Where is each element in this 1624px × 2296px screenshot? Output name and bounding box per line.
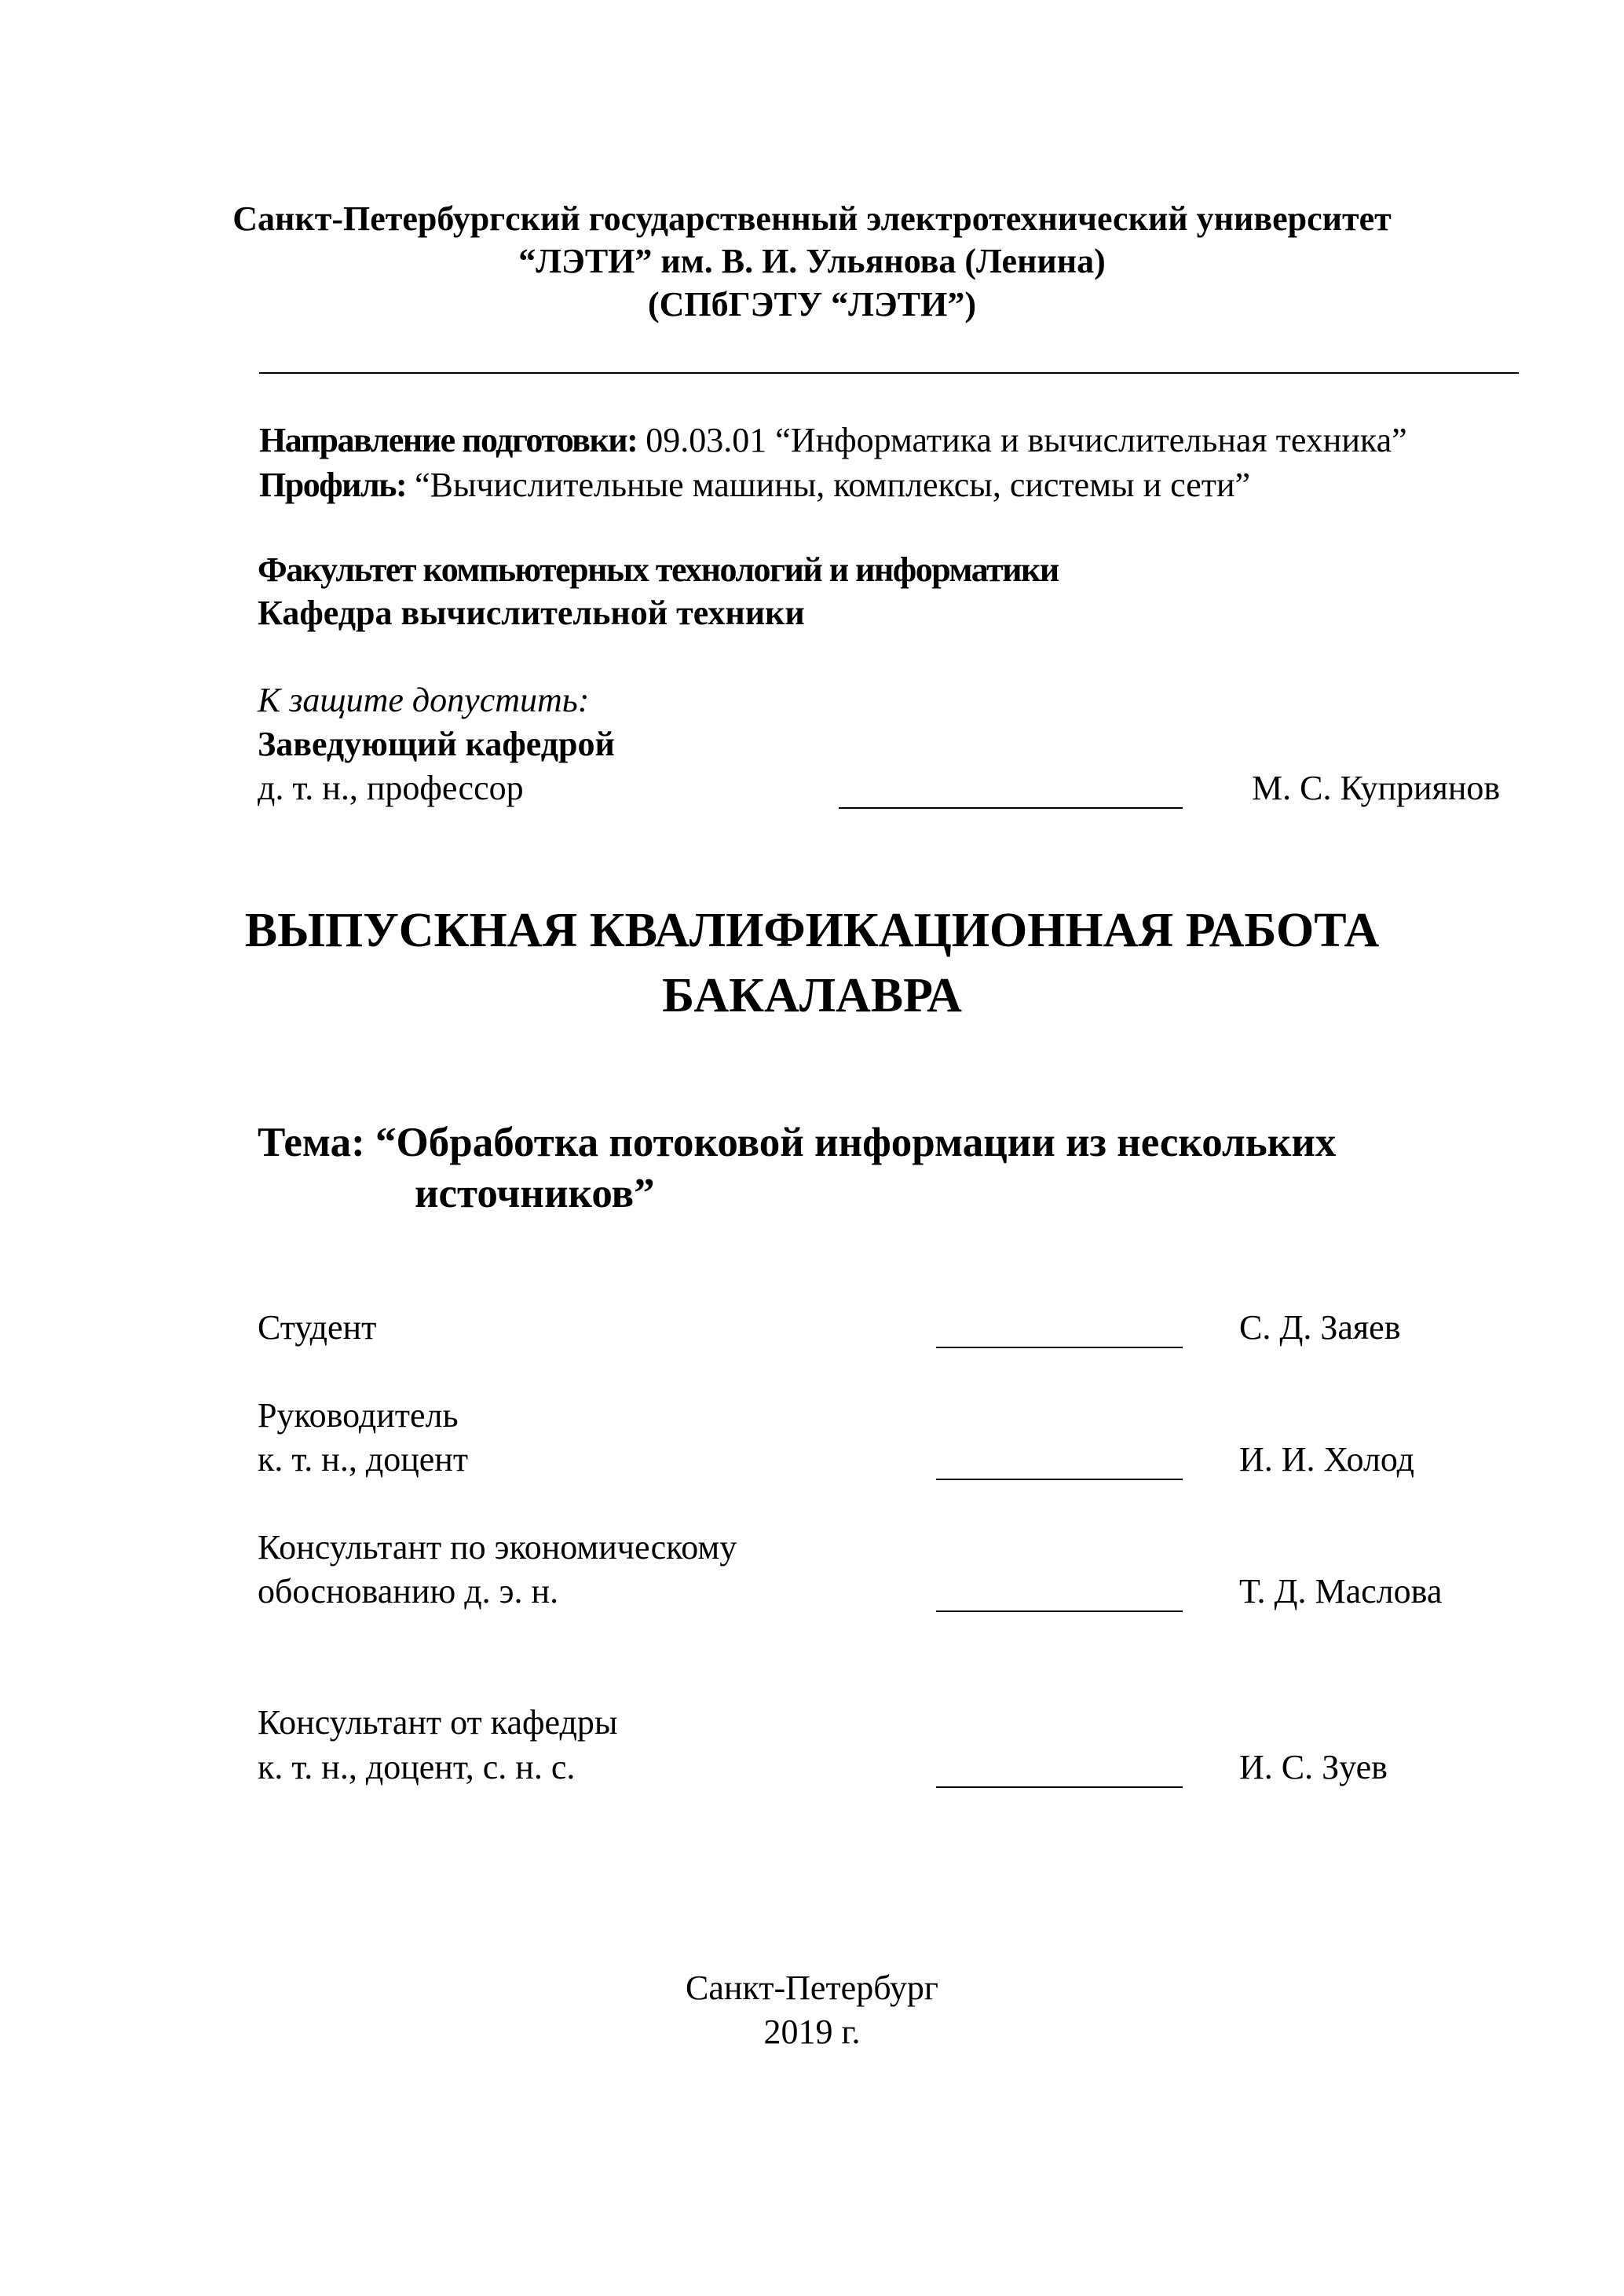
year: 2019 г. <box>763 2013 861 2051</box>
head-of-department-degree: д. т. н., профессор <box>258 769 524 807</box>
admit-text: К защите допустить: <box>258 681 590 719</box>
city: Санкт-Петербург <box>686 1969 938 2007</box>
profile-label: Профиль: <box>259 466 407 504</box>
work-topic-line1: Тема: “Обработка потоковой информации из нескольких <box>258 1120 1337 1165</box>
econ-consultant-name: Т. Д. Маслова <box>1239 1572 1443 1610</box>
work-topic-line2: источников” <box>415 1171 655 1216</box>
supervisor-name: И. И. Холод <box>1239 1440 1415 1479</box>
student-name: С. Д. Заяев <box>1239 1308 1401 1347</box>
student-role: Студент <box>258 1308 377 1347</box>
direction-value: 09.03.01 “Информатика и вычислительная техника” <box>637 421 1407 459</box>
work-title-line1: ВЫПУСКНАЯ КВАЛИФИКАЦИОННАЯ РАБОТА <box>244 904 1380 957</box>
dept-consultant-degree: к. т. н., доцент, с. н. с. <box>258 1748 576 1786</box>
head-of-department-name: М. С. Куприянов <box>1252 769 1501 807</box>
dept-consultant-role: Консультант от кафедры <box>258 1703 618 1742</box>
work-title-line2: БАКАЛАВРА <box>662 969 962 1022</box>
profile-value: “Вычислительные машины, комплексы, системы и сети” <box>406 466 1251 504</box>
department-name: Кафедра вычислительной техники <box>258 594 805 632</box>
dept-consultant-name: И. С. Зуев <box>1239 1748 1388 1786</box>
dept-consultant-signature-line <box>936 1786 1183 1788</box>
university-name: Санкт-Петербургский государственный электротехнический университет <box>232 199 1392 238</box>
head-of-department-title: Заведующий кафедрой <box>258 725 615 763</box>
university-full-name: “ЛЭТИ” им. В. И. Ульянова (Ленина) <box>518 242 1106 280</box>
program-profile <box>259 465 1250 505</box>
econ-consultant-signature-line <box>936 1610 1183 1612</box>
supervisor-signature-line <box>936 1479 1183 1480</box>
student-signature-line <box>936 1347 1183 1348</box>
direction-label: Направление подготовки: <box>259 421 638 459</box>
header-divider <box>259 372 1519 374</box>
econ-consultant-role: Консультант по экономическому <box>258 1528 737 1567</box>
head-signature-line <box>839 807 1183 809</box>
program-direction <box>259 420 1407 460</box>
supervisor-degree: к. т. н., доцент <box>258 1440 469 1479</box>
supervisor-role: Руководитель <box>258 1396 459 1435</box>
econ-consultant-degree: обоснованию д. э. н. <box>258 1572 559 1610</box>
university-abbreviation: (СПбГЭТУ “ЛЭТИ”) <box>648 285 976 324</box>
faculty-name: Факультет компьютерных технологий и информатики <box>258 550 1059 589</box>
